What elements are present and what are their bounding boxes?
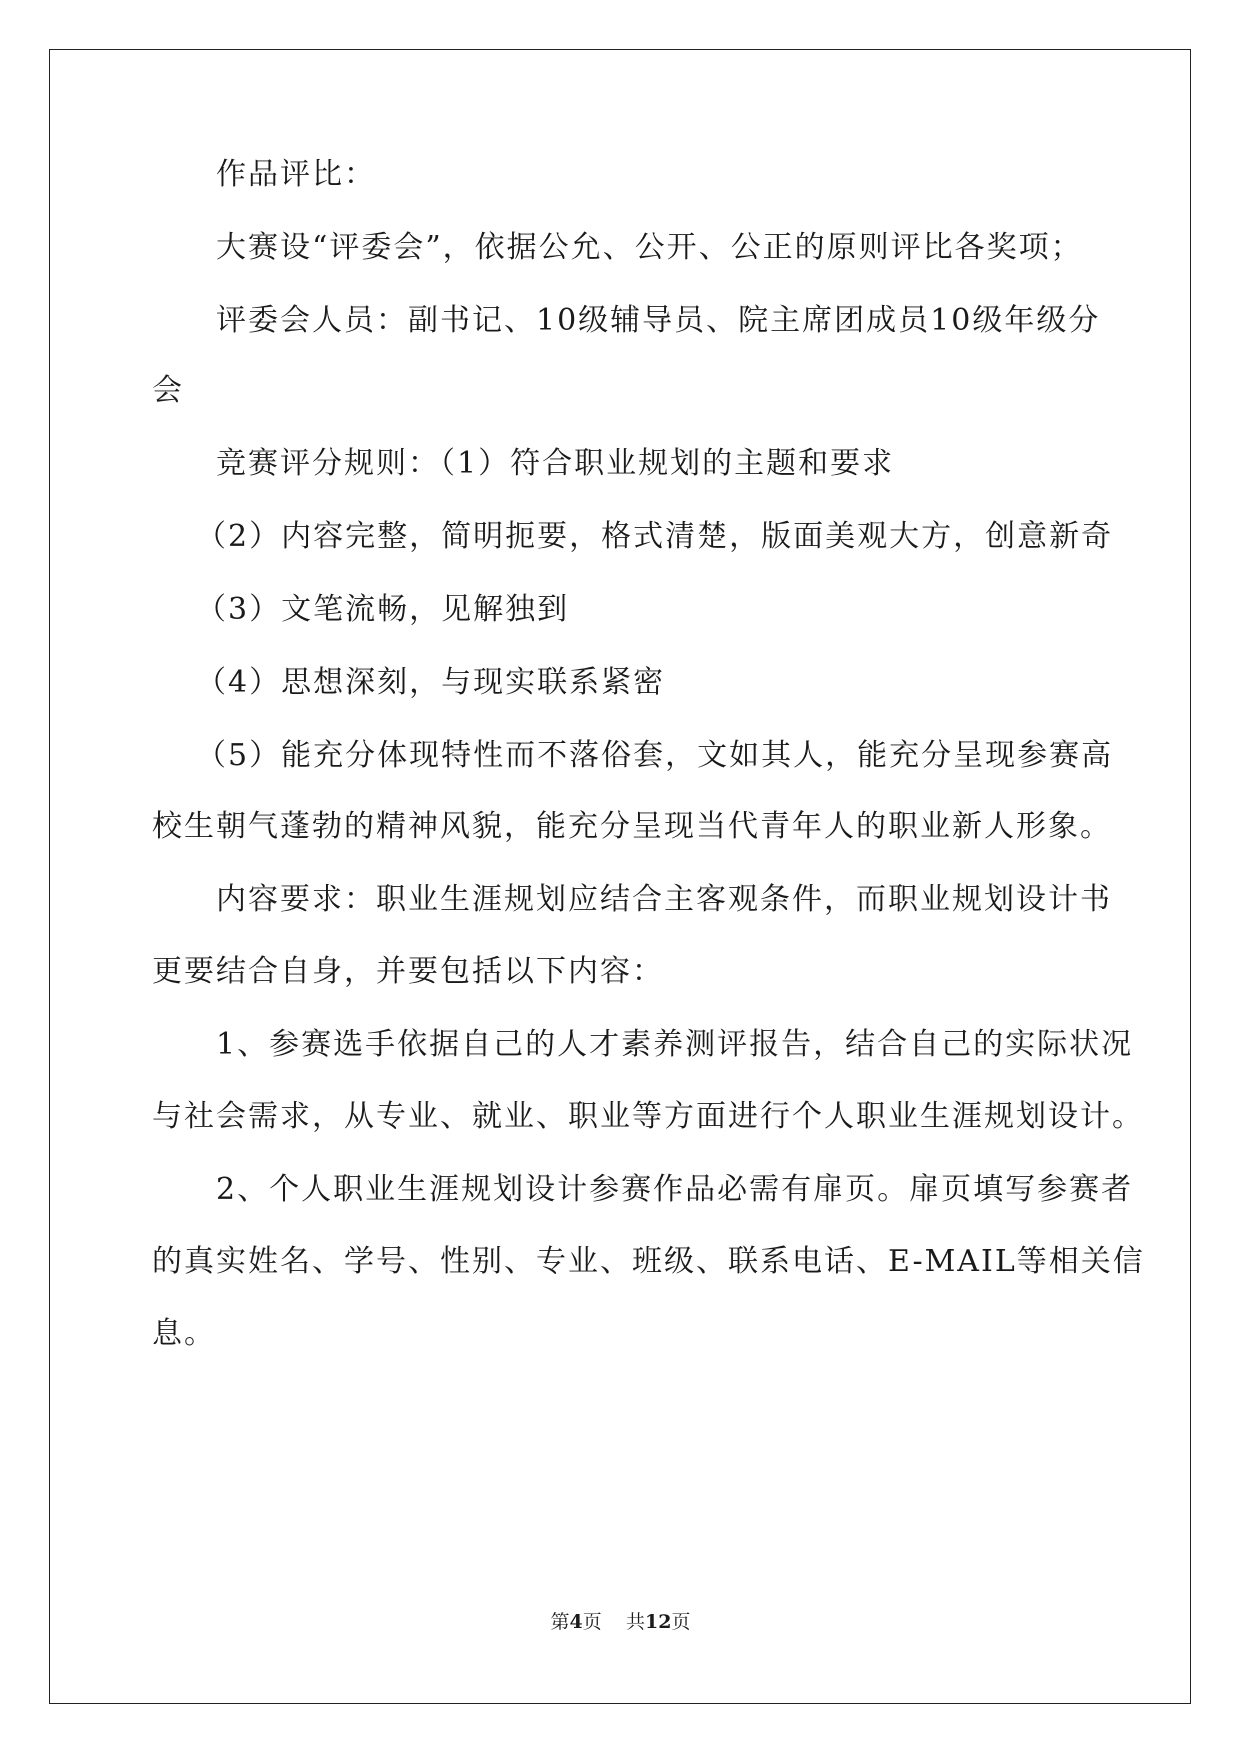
paragraph-line: 会 — [152, 373, 184, 408]
total-pages: 12 — [644, 1611, 672, 1633]
total-prefix: 共 — [625, 1611, 645, 1633]
page-label-suffix: 页 — [582, 1611, 602, 1633]
page-border — [49, 49, 1191, 1704]
total-suffix: 页 — [671, 1611, 691, 1633]
paragraph-line: 大赛设“评委会”，依据公允、公开、公正的原则评比各奖项； — [216, 230, 1083, 265]
paragraph-line: 的真实姓名、学号、性别、专业、班级、联系电话、E-MAIL等相关信 — [152, 1244, 1145, 1279]
paragraph-line: （5）能充分体现特性而不落俗套，文如其人，能充分呈现参赛高 — [196, 738, 1114, 773]
paragraph-line: 2、个人职业生涯规划设计参赛作品必需有扉页。扉页填写参赛者 — [216, 1172, 1134, 1207]
paragraph-line: （4）思想深刻，与现实联系紧密 — [196, 665, 666, 700]
paragraph-line: 作品评比： — [216, 157, 376, 192]
page-footer — [0, 1610, 1241, 1634]
paragraph-line: 与社会需求，从专业、就业、职业等方面进行个人职业生涯规划设计。 — [152, 1099, 1144, 1134]
paragraph-line: 校生朝气蓬勃的精神风貌，能充分呈现当代青年人的职业新人形象。 — [152, 809, 1112, 844]
paragraph-line: 评委会人员：副书记、10级辅导员、院主席团成员10级年级分 — [216, 303, 1101, 338]
paragraph-line: 内容要求：职业生涯规划应结合主客观条件，而职业规划设计书 — [216, 882, 1112, 917]
paragraph-line: 1、参赛选手依据自己的人才素养测评报告，结合自己的实际状况 — [216, 1027, 1134, 1062]
paragraph-line: （3）文笔流畅，见解独到 — [196, 592, 570, 627]
page-label-prefix: 第 — [550, 1611, 570, 1633]
paragraph-line: （2）内容完整，简明扼要，格式清楚，版面美观大方，创意新奇 — [196, 519, 1114, 554]
page-number: 4 — [569, 1611, 583, 1633]
paragraph-line: 更要结合自身，并要包括以下内容： — [152, 954, 664, 989]
paragraph-line: 息。 — [152, 1316, 216, 1351]
paragraph-line: 竞赛评分规则：（1）符合职业规划的主题和要求 — [216, 446, 895, 481]
